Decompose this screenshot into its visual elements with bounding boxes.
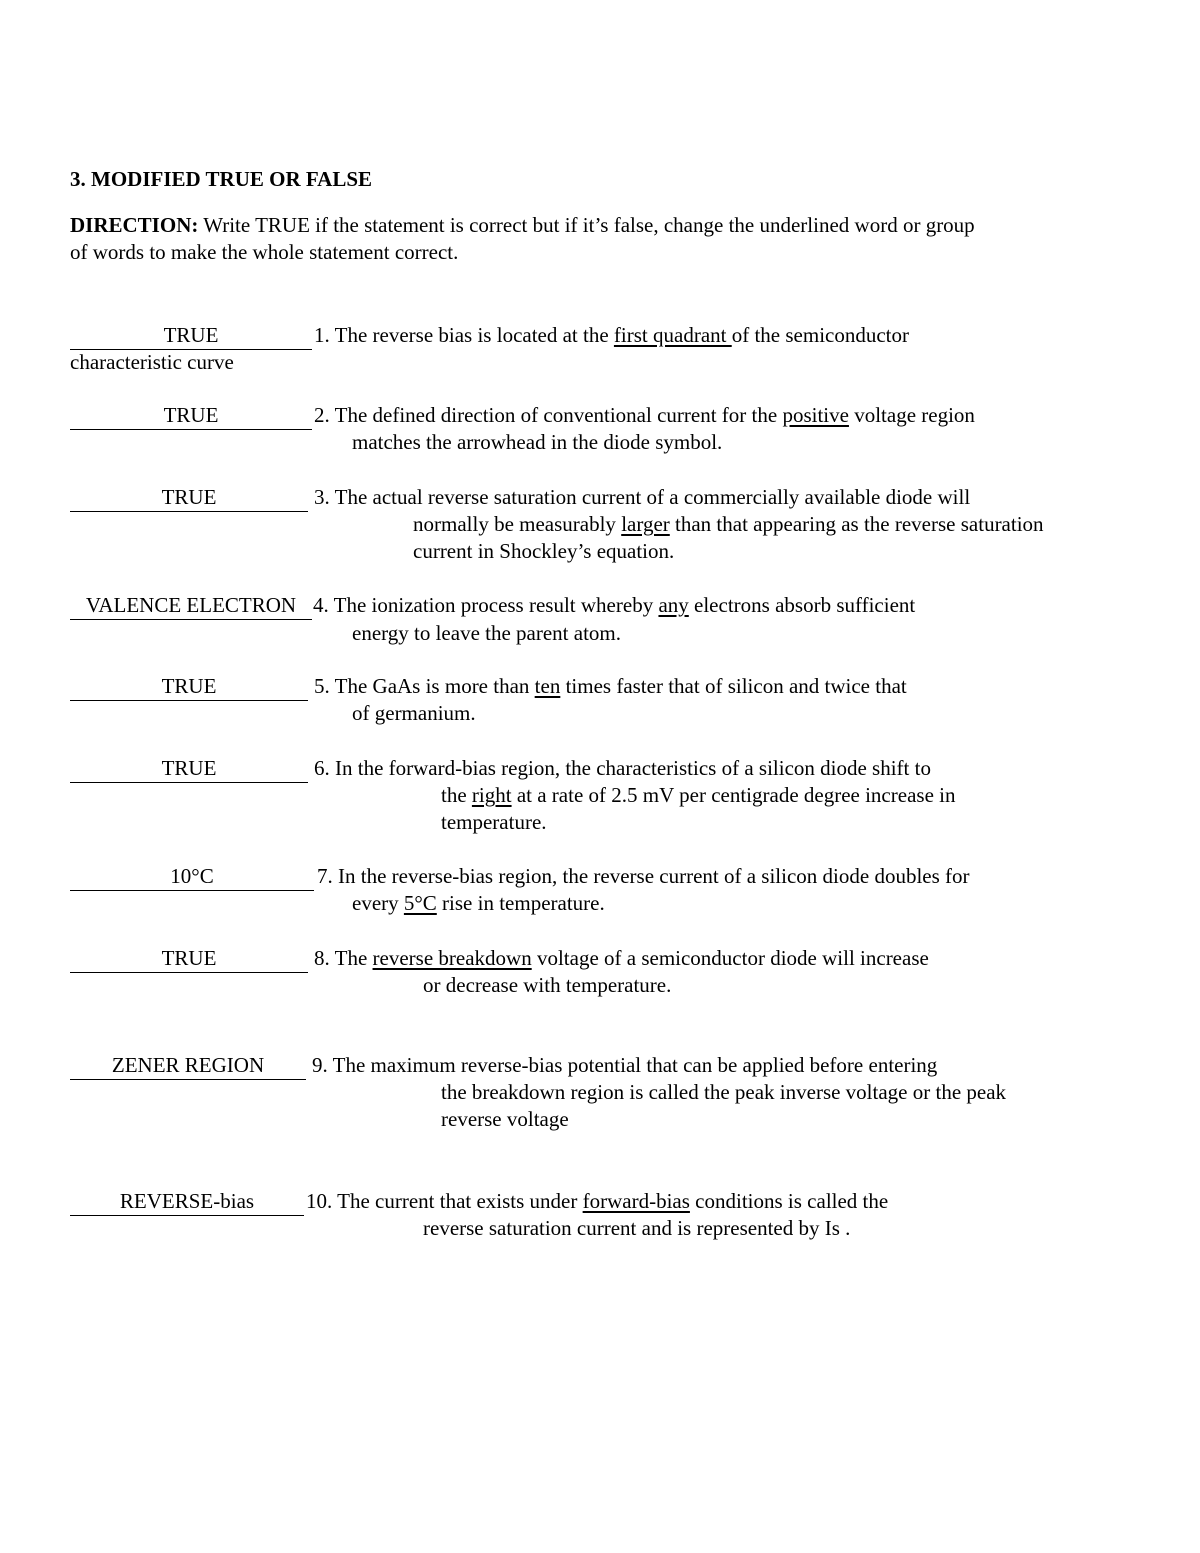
answer-blank: TRUE <box>70 322 312 350</box>
statement-continuation <box>352 890 605 917</box>
answer-blank: TRUE <box>70 673 308 701</box>
question-number: 3. <box>314 485 335 509</box>
question-number: 1. <box>314 323 335 347</box>
direction-line-1 <box>70 212 975 239</box>
statement-text: normally be measurably <box>413 512 622 536</box>
statement-text: the breakdown region is called the peak inverse voltage or the peak <box>441 1080 1007 1104</box>
answer-blank: TRUE <box>70 484 308 512</box>
statement-text: rise in temperature. <box>436 891 605 915</box>
statement-text: The GaAs is more than <box>334 674 535 698</box>
question-number: 4. <box>313 593 334 617</box>
direction-label: DIRECTION: <box>70 213 199 237</box>
question-number: 5. <box>314 674 335 698</box>
statement-continuation <box>441 782 955 809</box>
statement-text: In the reverse-bias region, the reverse current of a silicon diode doubles for <box>338 864 970 888</box>
question-number: 10. <box>306 1189 338 1213</box>
statement-text: current in Shockley’s equation. <box>413 539 675 563</box>
underlined-term: ten <box>534 674 561 698</box>
underlined-term: 5°C <box>403 891 437 915</box>
statement-text: reverse voltage <box>441 1107 569 1131</box>
question-statement <box>312 1052 937 1079</box>
statement-continuation <box>441 809 547 836</box>
answer-blank: TRUE <box>70 755 308 783</box>
underlined-term: any <box>658 593 689 617</box>
statement-text: voltage region <box>848 403 975 427</box>
statement-text: conditions is called the <box>689 1189 889 1213</box>
question-number: 2. <box>314 403 335 427</box>
answer-blank: ZENER REGION <box>70 1052 306 1080</box>
statement-text: The reverse bias is located at the <box>334 323 614 347</box>
question-statement <box>314 755 931 782</box>
statement-continuation <box>352 429 722 456</box>
statement-text: energy to leave the parent atom. <box>352 621 622 645</box>
statement-text: or decrease with temperature. <box>423 973 672 997</box>
question-statement <box>314 484 970 511</box>
underlined-term: larger <box>621 512 670 536</box>
answer-blank: VALENCE ELECTRON <box>70 592 312 620</box>
statement-text: voltage of a semiconductor diode will increase <box>531 946 929 970</box>
underlined-term: positive <box>782 403 849 427</box>
statement-continuation <box>441 1106 569 1133</box>
statement-text: The maximum reverse-bias potential that can be applied before entering <box>332 1053 938 1077</box>
statement-text: temperature. <box>441 810 547 834</box>
statement-text: characteristic curve <box>70 350 234 374</box>
underlined-term: reverse breakdown <box>372 946 532 970</box>
statement-text: The <box>334 946 373 970</box>
statement-text: electrons absorb sufficient <box>688 593 916 617</box>
statement-continuation <box>441 1079 1006 1106</box>
statement-continuation <box>413 538 674 565</box>
section-title: 3. MODIFIED TRUE OR FALSE <box>70 167 373 191</box>
question-number: 6. <box>314 756 335 780</box>
statement-text: matches the arrowhead in the diode symbol. <box>352 430 723 454</box>
statement-text: times faster that of silicon and twice that <box>560 674 907 698</box>
statement-text: at a rate of 2.5 mV per centigrade degree increase in <box>511 783 956 807</box>
underlined-term: right <box>471 783 512 807</box>
direction-text-1: Write TRUE if the statement is correct but if it’s false, change the underlined word or group <box>198 213 975 237</box>
question-statement <box>313 592 915 619</box>
underlined-term: first quadrant <box>613 323 732 347</box>
question-statement <box>314 322 909 349</box>
question-number: 7. <box>317 864 338 888</box>
direction-line-2: of words to make the whole statement correct. <box>70 240 459 264</box>
statement-text: The actual reverse saturation current of a commercially available diode will <box>334 485 971 509</box>
statement-continuation <box>423 972 671 999</box>
answer-blank: TRUE <box>70 402 312 430</box>
question-statement <box>306 1188 888 1215</box>
answer-blank: 10°C <box>70 863 314 891</box>
answer-blank: TRUE <box>70 945 308 973</box>
statement-text: than that appearing as the reverse saturation <box>669 512 1044 536</box>
statement-text: every <box>352 891 404 915</box>
question-number: 8. <box>314 946 335 970</box>
statement-text: of the semiconductor <box>731 323 909 347</box>
question-statement <box>314 402 975 429</box>
question-statement <box>314 945 929 972</box>
statement-text: The defined direction of conventional current for the <box>334 403 783 427</box>
question-statement <box>317 863 970 890</box>
statement-continuation <box>413 511 1044 538</box>
question-statement <box>314 673 907 700</box>
statement-text: The ionization process result whereby <box>333 593 659 617</box>
statement-text: The current that exists under <box>337 1189 583 1213</box>
statement-continuation <box>352 700 476 727</box>
statement-text: In the forward-bias region, the characteristics of a silicon diode shift to <box>335 756 931 780</box>
statement-continuation <box>70 349 234 376</box>
question-number: 9. <box>312 1053 333 1077</box>
underlined-term: forward-bias <box>582 1189 690 1213</box>
statement-text: of germanium. <box>352 701 476 725</box>
statement-continuation <box>352 620 621 647</box>
statement-text: the <box>441 783 472 807</box>
statement-continuation <box>423 1215 850 1242</box>
statement-text: reverse saturation current and is represented by Is . <box>423 1216 851 1240</box>
answer-blank: REVERSE-bias <box>70 1188 304 1216</box>
